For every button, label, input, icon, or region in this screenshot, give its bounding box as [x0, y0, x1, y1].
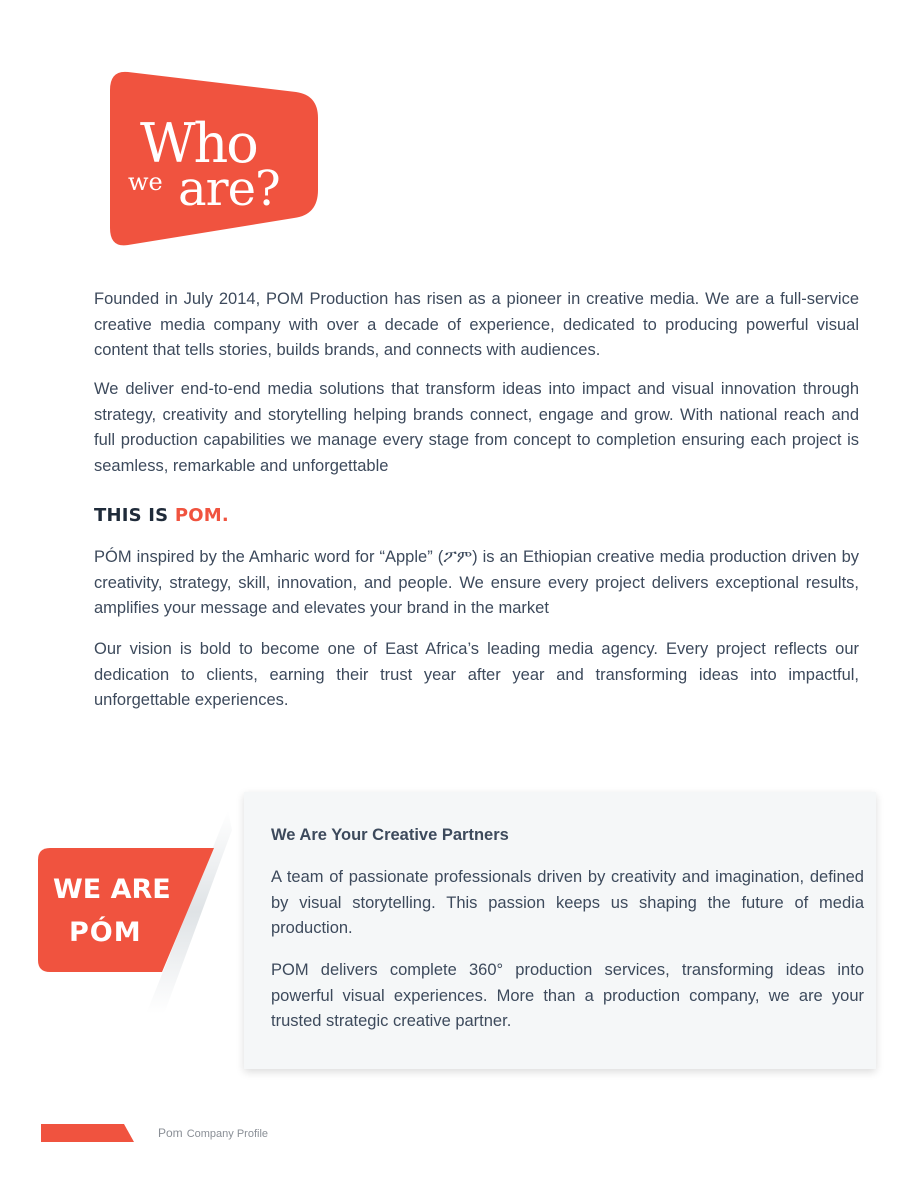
intro-paragraph-2: We deliver end-to-end media solutions that transform ideas into impact and visual innovation through strategy, creativity and storytelling helping brands connect, engage and grow. With national reach and full production capabilities we manage every stage from concept to completion ensuring each project is seamless, remarkable and unforgettable [94, 380, 859, 475]
badge-line-we-are: WE ARE [53, 874, 171, 905]
section-paragraph-2: Our vision is bold to become one of East Africa’s leading media agency. Every project reflects our dedication to clients, earning their trust year after year and transforming ideas into impactful, unforgettable experiences. [94, 640, 859, 709]
footer-brand: Pom [158, 1126, 183, 1140]
badge-line-are: are? [178, 161, 280, 217]
we-are-pom-badge [36, 810, 232, 1014]
intro-paragraph-1: Founded in July 2014, POM Production has risen as a pioneer in creative media. We are a full-service creative media company with over a decade of experience, dedicated to producing powerful visual content that tells stories, builds brands, and connects with audiences. [94, 290, 859, 359]
who-we-are-badge [108, 70, 318, 246]
card-paragraph-2: POM delivers complete 360° production services, transforming ideas into powerful visual experiences. More than a production company, we are your trusted strategic creative partner. [271, 961, 864, 1030]
creative-partners-card [244, 792, 876, 1069]
section-heading-accent: POM. [174, 505, 229, 526]
badge-shape [38, 848, 214, 972]
section-paragraph-1: PÓM inspired by the Amharic word for “Apple” (ፖም) is an Ethiopian creative media production driven by creativity, strategy, skill, innovation, and people. We ensure every project delivers exceptional results, amplifies your message and elevates your brand in the market [94, 548, 859, 617]
section-heading-prefix: THIS IS [94, 505, 175, 526]
card-paragraph-1: A team of passionate professionals driven by creativity and imagination, defined by visual storytelling. This passion keeps us shaping the future of media production. [271, 868, 864, 937]
footer-company-profile: Company Profile [186, 1128, 269, 1140]
footer-label [158, 1126, 268, 1140]
badge-line-we: we [128, 168, 163, 196]
badge-line-pom: PÓM [69, 917, 142, 948]
footer-accent-bar [41, 1124, 134, 1142]
badge-line-who: Who [140, 112, 257, 175]
section-heading [94, 505, 229, 526]
card-title: We Are Your Creative Partners [271, 826, 509, 844]
